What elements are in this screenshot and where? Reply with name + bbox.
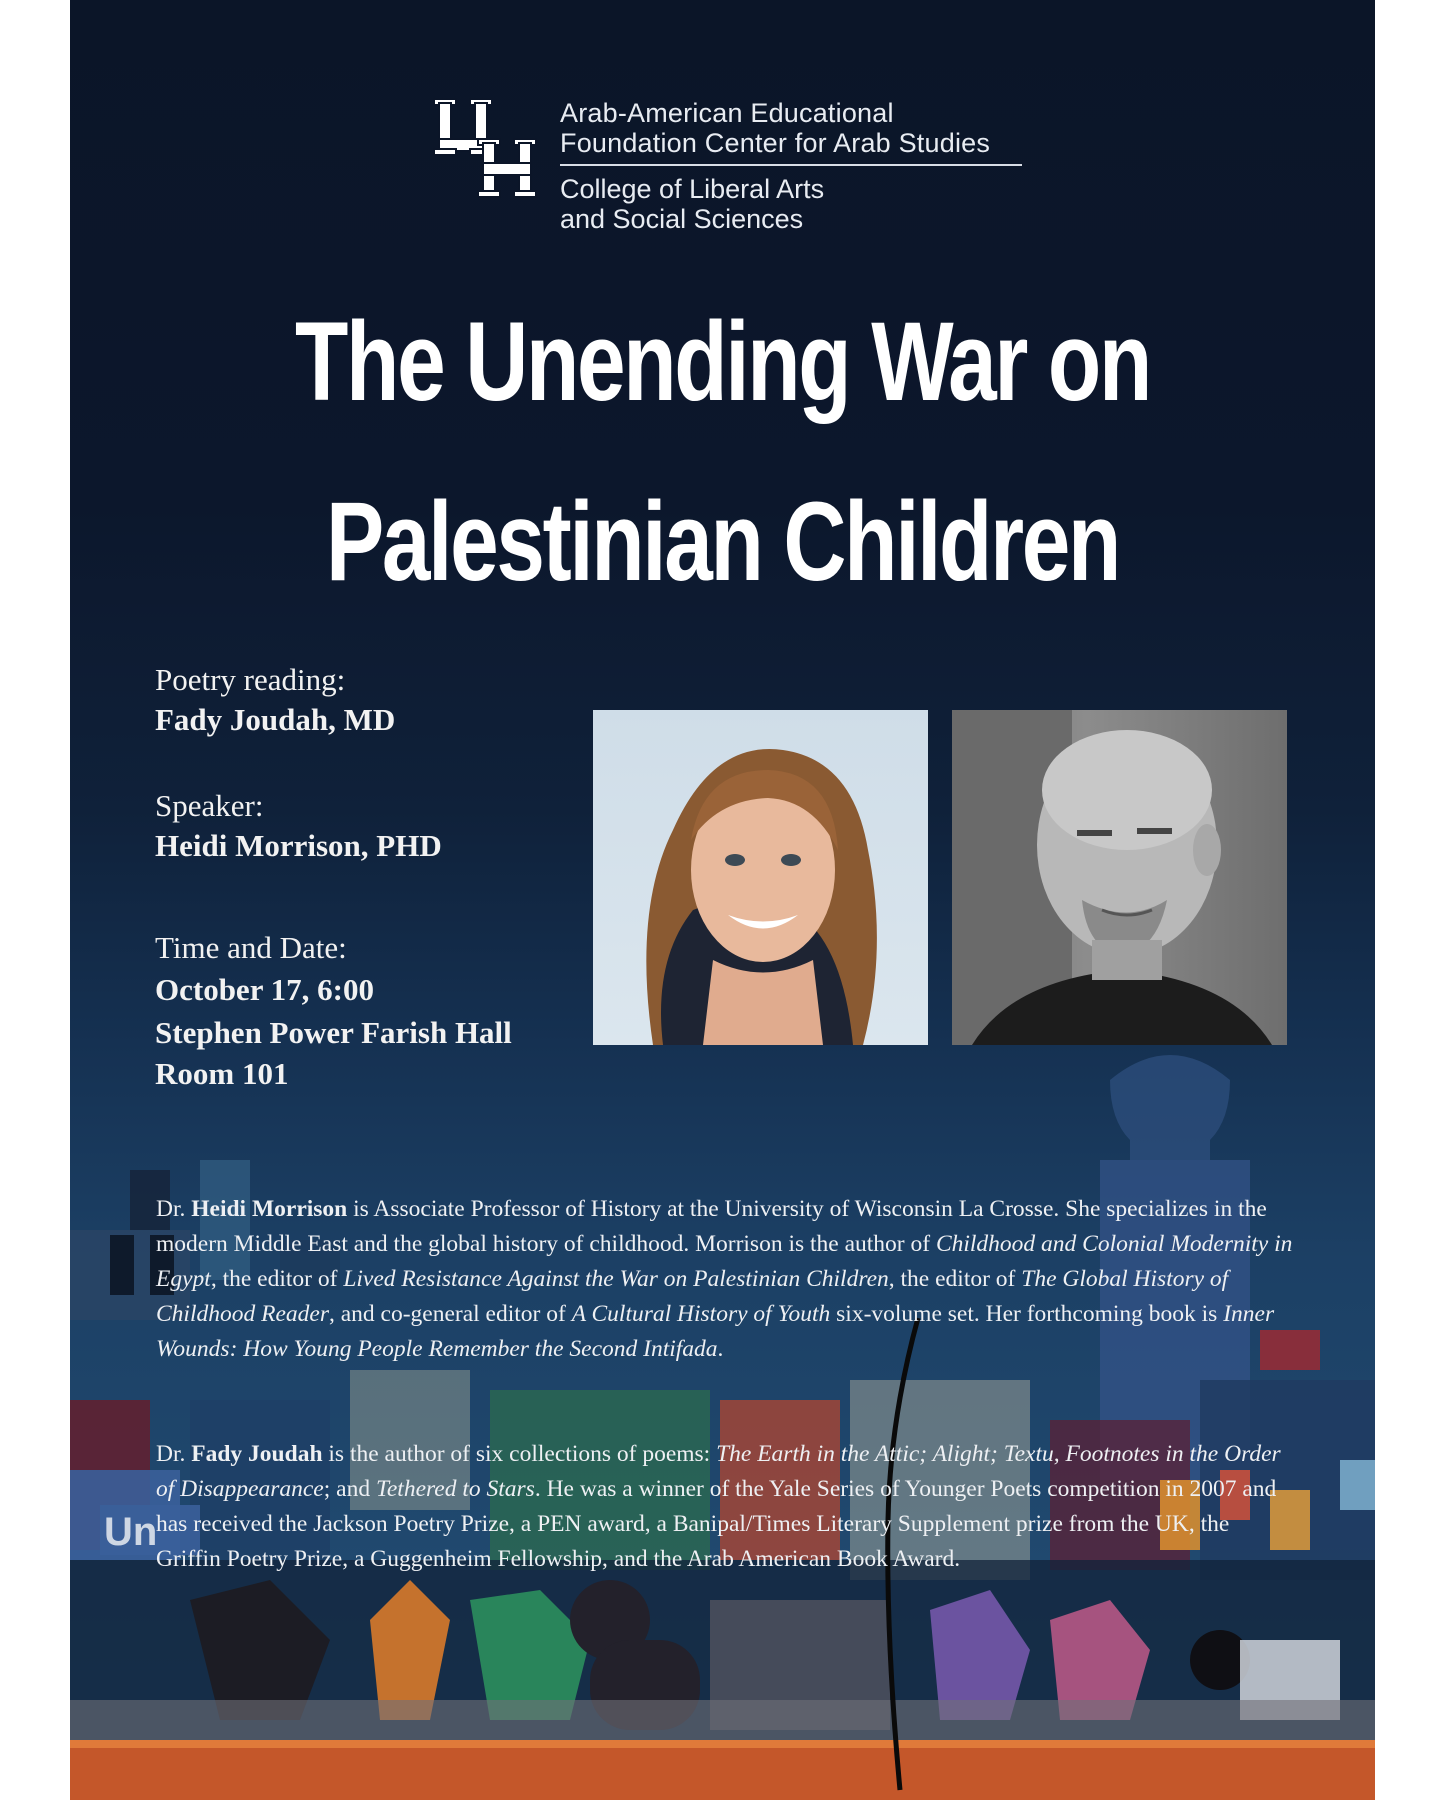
speaker-photo-fady-joudah xyxy=(952,710,1287,1045)
bio-text: is Associate Professor of History at the University of Wisconsin La Crosse. She specializes in the modern Middle East and the global history of childhood. Morrison is the author of xyxy=(156,1196,1267,1257)
book-title: Childhood and Colonial Modernity in Egypt xyxy=(156,1231,1293,1292)
poetry-reading-label: Poetry reading: xyxy=(155,662,346,697)
bio-text: , the editor of xyxy=(888,1266,1022,1292)
event-title-line1: The Unending War on xyxy=(295,299,1150,424)
org-name-line2: Foundation Center for Arab Studies xyxy=(560,128,991,158)
college-name-line2: and Social Sciences xyxy=(560,204,804,234)
speaker-label: Speaker: xyxy=(155,788,264,823)
poetry-reading-name: Fady Joudah, MD xyxy=(155,702,396,737)
svg-text:Un: Un xyxy=(104,1510,158,1554)
bio-text: . He was a winner of the Yale Series of Younger Poets competition in 2007 and has received the Jackson Poetry Prize, a PEN award, a Banipal/Times Literary Supplement prize from the UK, the Griffin Poetry Prize, a Guggenheim Fellowship, and the Arab American Book Award. xyxy=(156,1476,1277,1572)
book-title: A Cultural History of Youth xyxy=(571,1301,831,1327)
event-details xyxy=(155,660,512,1140)
bio-person-name: Heidi Morrison xyxy=(191,1196,348,1222)
speaker-photo-heidi-morrison xyxy=(593,710,928,1045)
bio-text: . xyxy=(717,1336,724,1362)
bio-text: , and co-general editor of xyxy=(328,1301,572,1327)
org-name-line1: Arab-American Educational xyxy=(560,98,894,128)
bio-text: , the editor of xyxy=(210,1266,344,1292)
time-date-group xyxy=(155,928,512,1094)
bio-text: Dr. xyxy=(156,1196,192,1222)
bio-text: ; and xyxy=(323,1476,376,1502)
speaker-group xyxy=(155,786,512,866)
book-titles: The Earth in the Attic; Alight; Textu, Footnotes in the Order of Disappearance xyxy=(156,1441,1281,1502)
poetry-reading-group xyxy=(155,660,512,740)
bio-text: Dr. xyxy=(156,1441,192,1467)
organization-block xyxy=(560,98,1022,234)
event-venue: Stephen Power Farish Hall xyxy=(155,1015,512,1050)
time-date-label: Time and Date: xyxy=(155,930,347,965)
bio-text: is the author of six collections of poems: xyxy=(322,1441,717,1467)
bio-heidi-morrison xyxy=(156,1192,1296,1367)
event-title-line2: Palestinian Children xyxy=(325,479,1120,604)
bio-person-name: Fady Joudah xyxy=(191,1441,323,1467)
uh-interlocking-logo-icon xyxy=(430,95,540,200)
event-title xyxy=(214,272,1232,632)
bio-text: six-volume set. Her forthcoming book is xyxy=(830,1301,1224,1327)
book-title: Tethered to Stars xyxy=(375,1476,535,1502)
org-divider xyxy=(560,164,1022,166)
event-date-time: October 17, 6:00 xyxy=(155,972,374,1007)
bio-fady-joudah xyxy=(156,1437,1296,1577)
book-title: The Global History of Childhood Reader xyxy=(156,1266,1229,1327)
event-poster xyxy=(70,0,1375,1800)
college-name-line1: College of Liberal Arts xyxy=(560,174,825,204)
book-title: Lived Resistance Against the War on Palestinian Children xyxy=(343,1266,889,1292)
event-room: Room 101 xyxy=(155,1056,289,1091)
book-title: Inner Wounds: How Young People Remember the Second Intifada xyxy=(156,1301,1275,1362)
speaker-name: Heidi Morrison, PHD xyxy=(155,828,442,863)
